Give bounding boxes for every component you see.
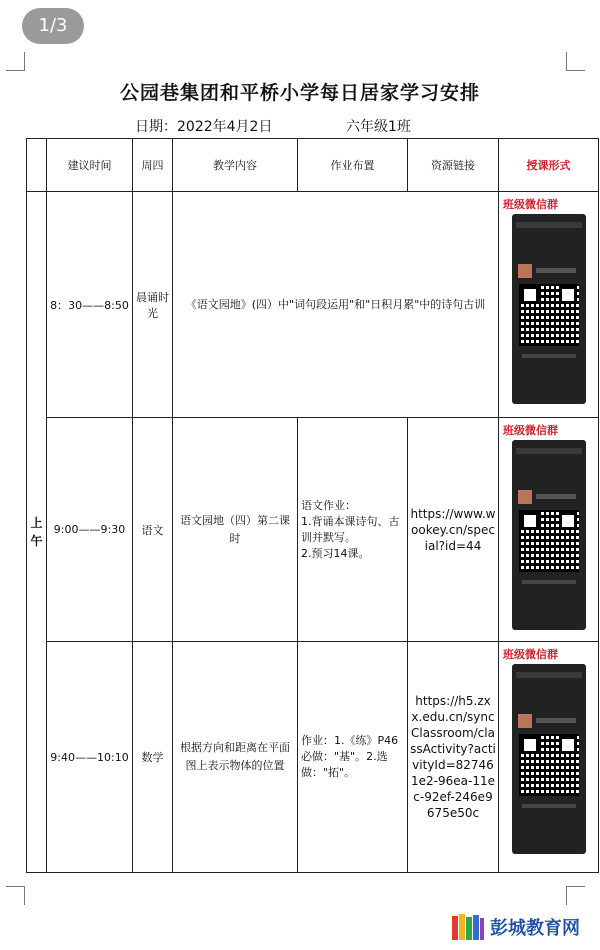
subject-cell: 语文 (133, 418, 173, 642)
time-cell: 9:00——9:30 (47, 418, 133, 642)
table-row (27, 642, 599, 873)
header-period (27, 139, 47, 192)
time-cell: 8：30——8:50 (47, 192, 133, 418)
content-cell: 《语文园地》(四）中"词句段运用"和"日积月累"中的诗句古训 (173, 192, 499, 418)
table-row (27, 192, 599, 418)
crop-mark-bottom-left (6, 886, 25, 905)
resource-link[interactable]: https://h5.zxx.edu.cn/syncClassroom/classActivity?activityId=827461e2-96ea-11ec-92ef-246e9675e50c (408, 642, 499, 873)
document-title: 公园巷集团和平桥小学每日居家学习安排 (119, 82, 480, 104)
content-cell: 语文园地（四）第二课时 (173, 418, 298, 642)
qr-code-icon (519, 510, 579, 572)
content-cell: 根据方向和距离在平面图上表示物体的位置 (173, 642, 298, 873)
header-resource: 资源链接 (408, 139, 499, 192)
homework-line: 2.预习14课。 (301, 546, 370, 560)
homework-line: 1.背诵本课诗句、古训并默写。 (301, 514, 400, 544)
mode-cell (499, 642, 599, 873)
mode-label: 班级微信群 (503, 648, 558, 661)
wechat-group-qr-screenshot (512, 440, 586, 630)
subject-cell: 数学 (133, 642, 173, 873)
wechat-group-qr-screenshot (512, 664, 586, 854)
watermark-text: 彭城教育网 (490, 918, 580, 939)
books-logo-icon (450, 912, 486, 942)
schedule-table (26, 138, 599, 873)
table-row (27, 418, 599, 642)
document-grade: 六年级1班 (346, 119, 411, 135)
crop-mark-top-left (6, 52, 25, 71)
group-avatar-icon (518, 714, 532, 728)
mode-label: 班级微信群 (503, 424, 558, 437)
header-content: 教学内容 (173, 139, 298, 192)
crop-mark-bottom-right (566, 886, 585, 905)
document-date: 日期：2022年4月2日 (135, 119, 273, 135)
homework-line: 语文作业： (301, 498, 356, 512)
group-avatar-icon (518, 264, 532, 278)
header-mode: 授课形式 (499, 139, 599, 192)
resource-link[interactable]: https://www.wookey.cn/special?id=44 (408, 418, 499, 642)
mode-cell (499, 418, 599, 642)
period-cell: 上午 (27, 192, 47, 873)
group-avatar-icon (518, 490, 532, 504)
qr-code-icon (519, 734, 579, 796)
header-homework: 作业布置 (298, 139, 408, 192)
header-time: 建议时间 (47, 139, 133, 192)
wechat-group-qr-screenshot (512, 214, 586, 404)
qr-code-icon (519, 284, 579, 346)
mode-cell (499, 192, 599, 418)
subject-cell: 晨诵时光 (133, 192, 173, 418)
time-cell: 9:40——10:10 (47, 642, 133, 873)
crop-mark-top-right (566, 52, 585, 71)
watermark-logo (450, 906, 590, 944)
header-weekday: 周四 (133, 139, 173, 192)
homework-cell: 作业：1.《练》P46必做："基"。2.选做："拓"。 (298, 642, 408, 873)
page-indicator: 1/3 (22, 8, 84, 44)
mode-label: 班级微信群 (503, 198, 558, 211)
table-header-row (27, 139, 599, 192)
homework-cell (298, 418, 408, 642)
